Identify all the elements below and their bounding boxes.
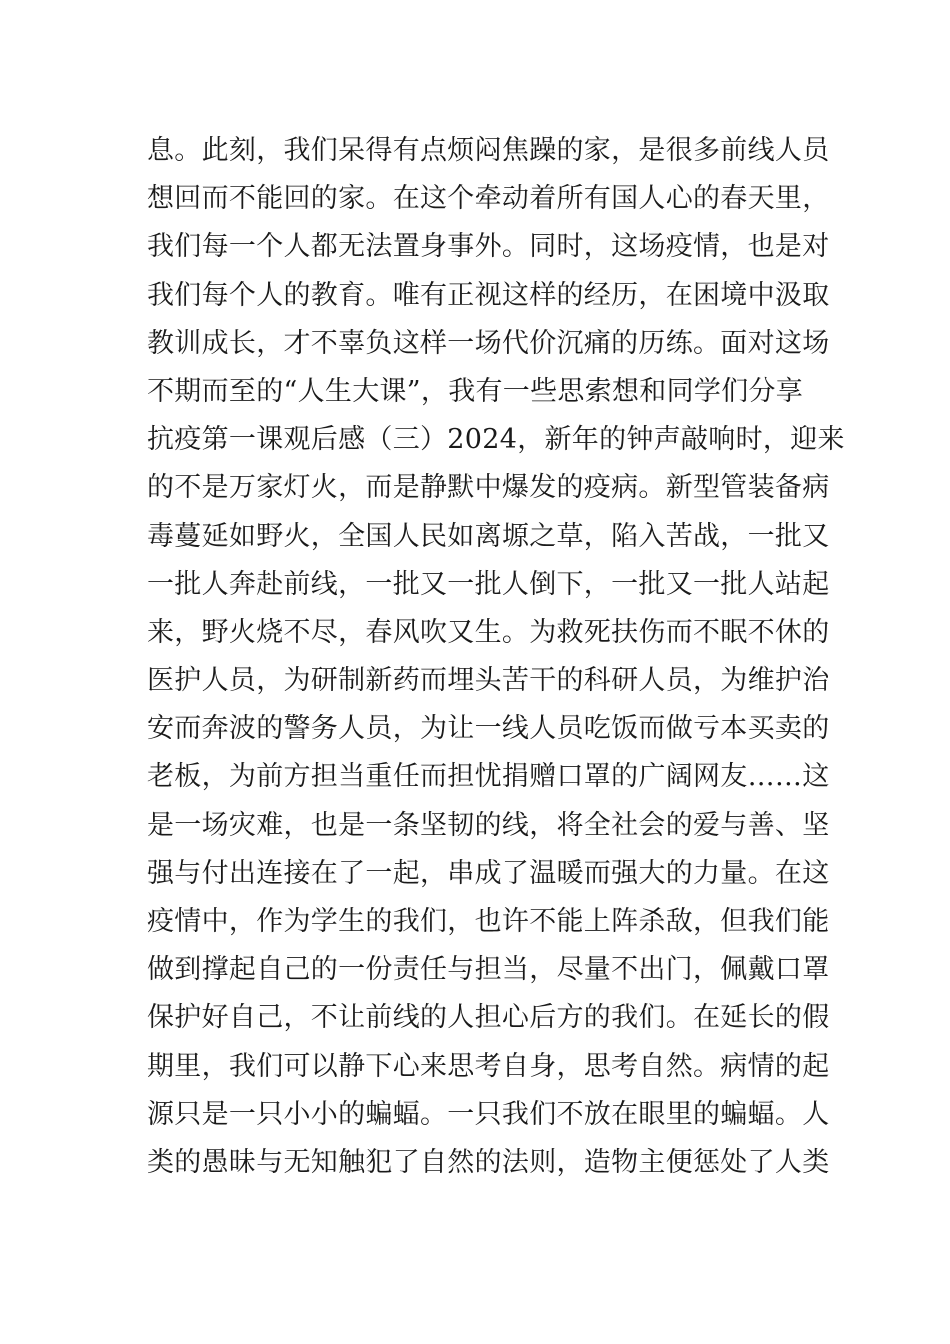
text-line: 老板，为前方担当重任而担忧捐赠口罩的广阔网友……这 xyxy=(147,761,830,793)
text-line: 类的愚昧与无知触犯了自然的法则，造物主便惩处了人类 xyxy=(147,1146,830,1178)
text-line: 一批人奔赴前线，一批又一批人倒下，一批又一批人站起 xyxy=(147,568,830,600)
text-line: 保护好自己，不让前线的人担心后方的我们。在延长的假 xyxy=(147,1002,830,1034)
text-line: 想回而不能回的家。在这个牵动着所有国人心的春天里， xyxy=(147,183,830,215)
text-line: 源只是一只小小的蝙蝠。一只我们不放在眼里的蝙蝠。人 xyxy=(147,1098,830,1130)
text-line: 强与付出连接在了一起，串成了温暖而强大的力量。在这 xyxy=(147,857,830,889)
text-line: 期里，我们可以静下心来思考自身，思考自然。病情的起 xyxy=(147,1050,830,1082)
body-text xyxy=(147,127,845,1187)
text-line: 疫情中，作为学生的我们，也许不能上阵杀敌，但我们能 xyxy=(147,906,830,937)
text-line: 我们每一个人都无法置身事外。同时，这场疫情，也是对 xyxy=(147,231,830,263)
text-line: 抗疫第一课观后感（三）2024，新年的钟声敲响时，迎来 xyxy=(147,424,845,456)
text-line: 来，野火烧不尽，春风吹又生。为救死扶伤而不眠不休的 xyxy=(147,616,830,648)
text-line: 息。此刻，我们呆得有点烦闷焦躁的家，是很多前线人员 xyxy=(147,135,830,166)
text-line: 我们每个人的教育。唯有正视这样的经历，在困境中汲取 xyxy=(147,279,830,311)
text-line: 毒蔓延如野火，全国人民如离塬之草，陷入苦战，一批又 xyxy=(147,520,830,552)
text-line: 的不是万家灯火，而是静默中爆发的疫病。新型管装备病 xyxy=(147,472,830,504)
text-line: 医护人员，为研制新药而埋头苦干的科研人员，为维护治 xyxy=(147,665,830,697)
text-line: 做到撑起自己的一份责任与担当，尽量不出门，佩戴口罩 xyxy=(147,954,830,986)
text-line: 不期而至的“人生大课”，我有一些思索想和同学们分享 xyxy=(147,375,804,407)
text-line: 是一场灾难，也是一条坚韧的线，将全社会的爱与善、坚 xyxy=(147,809,830,841)
text-line: 教训成长，才不辜负这样一场代价沉痛的历练。面对这场 xyxy=(147,327,830,359)
text-line: 安而奔波的警务人员，为让一线人员吃饭而做亏本买卖的 xyxy=(147,713,830,745)
